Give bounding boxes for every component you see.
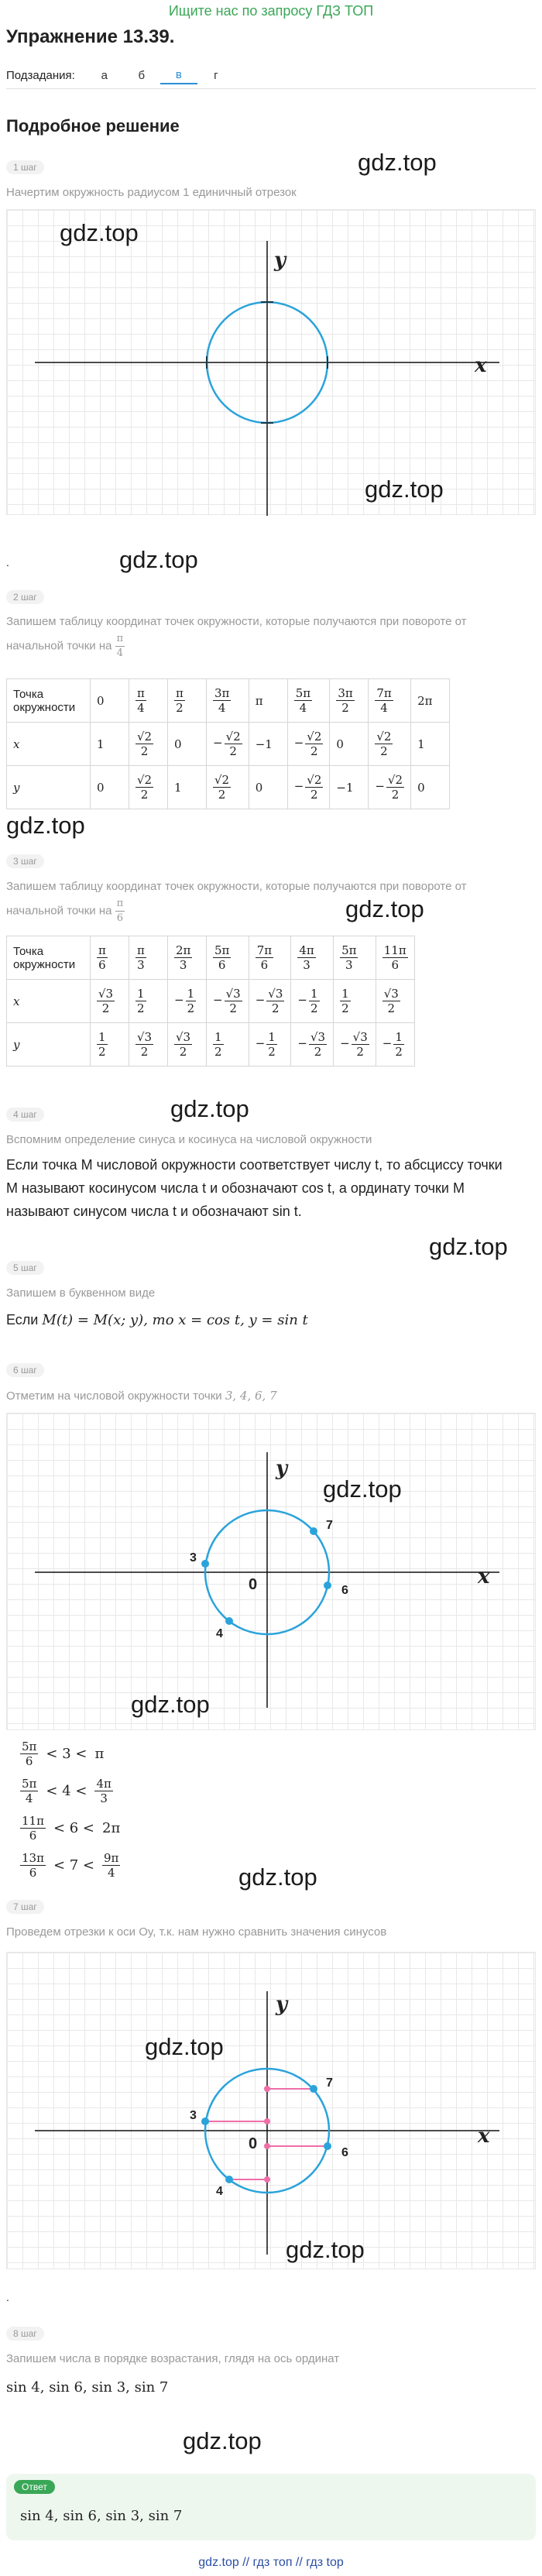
step-badge: 3 шаг	[6, 854, 44, 868]
watermark: gdz.top	[145, 2033, 224, 2060]
subtask-tab-a[interactable]: а	[101, 69, 108, 82]
step-text-content: Отметим на числовой окружности точки	[6, 1389, 222, 1403]
table1-x-cell: 1	[91, 723, 129, 766]
row-label: x	[7, 980, 91, 1023]
watermark: gdz.top	[365, 476, 444, 503]
table-row	[7, 723, 450, 766]
table2-y-cell: − $\frac{√3}{2}$	[291, 1023, 334, 1066]
definition-line: M называют косинусом числа t и обозначают cos t, а ординату точки M	[6, 1180, 465, 1196]
step-text-content: Запишем таблицу координат точек окружности, которые получаются при повороте от начальной точки на	[6, 880, 467, 918]
y-axis-label: y	[274, 249, 286, 272]
table1-x-cell: −1	[249, 723, 287, 766]
point-4-label: 4	[216, 2185, 223, 2198]
watermark: gdz.top	[119, 546, 198, 573]
row-label: x	[7, 723, 91, 766]
graph-svg	[7, 210, 537, 516]
step-text: Запишем числа в порядке возрастания, глядя на ось ординат	[6, 2352, 340, 2365]
watermark: gdz.top	[60, 219, 139, 246]
point-6-label: 6	[341, 2146, 348, 2159]
table2-x-cell: $\frac{1}{2}$	[334, 980, 376, 1023]
watermark: gdz.top	[323, 1475, 402, 1503]
table1-angles-cell: π	[249, 679, 287, 723]
table2-x-cell: $\frac{√3}{2}$	[376, 980, 414, 1023]
point-6	[324, 1582, 331, 1589]
step-text	[6, 612, 517, 661]
watermark: gdz.top	[170, 1095, 249, 1122]
projection-6	[264, 2143, 270, 2149]
watermark: gdz.top	[345, 895, 424, 922]
table2-y-cell: − $\frac{1}{2}$	[376, 1023, 414, 1066]
dot-mark: .	[6, 556, 9, 568]
step-badge: 1 шаг	[6, 160, 44, 174]
table1-x-cell: $\frac{√2}{2}$	[369, 723, 411, 766]
inequality-row: $\frac{5\pi}{4}$ < 4 < $\frac{4\pi}{3}$	[22, 1776, 111, 1805]
point-7	[310, 2085, 317, 2093]
table2-x-cell: $\frac{√3}{2}$	[91, 980, 129, 1023]
ordered-result: sin 4, sin 6, sin 3, sin 7	[6, 2379, 169, 2396]
answer-text: sin 4, sin 6, sin 3, sin 7	[20, 2508, 183, 2524]
table2-x-cell: − $\frac{1}{2}$	[168, 980, 207, 1023]
table1-y-cell: $\frac{√2}{2}$	[129, 766, 168, 809]
coords-table-pi4	[6, 678, 450, 809]
table2-angles-cell: $\frac{4\pi}{3}$	[291, 936, 334, 980]
origin-label: 0	[249, 1576, 258, 1593]
y-axis-label: y	[276, 1457, 288, 1480]
table2-angles-cell: $\frac{11\pi}{6}$	[376, 936, 414, 980]
table-row	[7, 766, 450, 809]
table1-x-cell: 0	[330, 723, 369, 766]
table1-x-cell: $\frac{√2}{2}$	[129, 723, 168, 766]
table1-angles-cell: $\frac{3\pi}{2}$	[330, 679, 369, 723]
formula-line	[6, 1308, 308, 1332]
definition-line: Если точка M числовой окружности соответствует числу t, то абсциссу точки	[6, 1157, 503, 1173]
definition-text	[6, 1153, 536, 1223]
table1-x-cell: − $\frac{√2}{2}$	[287, 723, 330, 766]
point-3	[201, 1560, 209, 1568]
table2-y-cell: − $\frac{1}{2}$	[249, 1023, 291, 1066]
table2-angles-cell: $\frac{\pi}{3}$	[129, 936, 168, 980]
points-list: 3, 4, 6, 7	[225, 1389, 277, 1403]
inequality-row: $\frac{13\pi}{6}$ < 7 < $\frac{9\pi}{4}$	[22, 1850, 119, 1880]
sine-segments-graph	[6, 1952, 536, 2269]
point-6	[324, 2142, 331, 2150]
definition-line: называют синусом числа t и обозначают sin t.	[6, 1204, 302, 1219]
angle-fraction: $\frac{\pi}{6}$	[116, 898, 124, 924]
table1-y-cell: − $\frac{√2}{2}$	[369, 766, 411, 809]
y-axis-label: y	[276, 1993, 288, 2016]
table1-x-cell: 0	[168, 723, 207, 766]
x-axis-label: x	[475, 354, 487, 377]
table1-y-cell: −1	[330, 766, 369, 809]
coords-table-pi6	[6, 936, 415, 1066]
footer-links[interactable]: gdz.top // гдз топ // гдз top	[198, 2556, 344, 2569]
row-label: y	[7, 766, 91, 809]
angle-fraction: $\frac{\pi}{4}$	[116, 633, 124, 659]
point-4	[225, 1617, 233, 1625]
point-7	[310, 1527, 317, 1535]
solution-title: Подробное решение	[6, 116, 180, 136]
point-3-label: 3	[190, 2109, 197, 2122]
inequality-row: $\frac{5\pi}{6}$ < 3 < π	[22, 1739, 105, 1768]
table2-y-cell: $\frac{√3}{2}$	[129, 1023, 168, 1066]
step-badge: 2 шаг	[6, 590, 44, 604]
formula-prefix: Если	[6, 1312, 39, 1327]
watermark: gdz.top	[183, 2427, 262, 2454]
row-label: Точка окружности	[7, 936, 91, 980]
table1-y-cell: $\frac{√2}{2}$	[207, 766, 249, 809]
formula-expression: M(t) = M(x; y), то x = cos t, y = sin t	[42, 1312, 308, 1328]
subtasks-label: Подзадания:	[6, 69, 75, 82]
table1-y-cell: 0	[91, 766, 129, 809]
table2-y-cell: − $\frac{√3}{2}$	[334, 1023, 376, 1066]
table2-x-cell: − $\frac{√3}{2}$	[207, 980, 249, 1023]
watermark: gdz.top	[6, 812, 85, 839]
subtask-tab-g[interactable]: г	[214, 69, 218, 82]
projection-4	[264, 2176, 270, 2183]
points-circle-graph	[6, 1413, 536, 1730]
table1-angles-cell: $\frac{7\pi}{4}$	[369, 679, 411, 723]
step-badge: 8 шаг	[6, 2327, 44, 2341]
graph-svg	[7, 1413, 537, 1731]
projection-7	[264, 2086, 270, 2092]
point-4-label: 4	[216, 1627, 223, 1640]
table1-y-cell: 0	[411, 766, 450, 809]
step-text: Проведем отрезки к оси Oy, т.к. нам нужно сравнить значения синусов	[6, 1925, 387, 1939]
step-badge: 7 шаг	[6, 1900, 44, 1914]
table1-y-cell: 1	[168, 766, 207, 809]
dot-mark: .	[6, 2291, 9, 2303]
graph-svg	[7, 1953, 537, 2270]
step-text: Начертим окружность радиусом 1 единичный отрезок	[6, 186, 297, 199]
table2-x-cell: − $\frac{1}{2}$	[291, 980, 334, 1023]
point-4	[225, 2176, 233, 2183]
step-text: Вспомним определение синуса и косинуса на числовой окружности	[6, 1133, 372, 1146]
table1-angles-cell: $\frac{\pi}{2}$	[168, 679, 207, 723]
step-badge: 4 шаг	[6, 1108, 44, 1121]
watermark: gdz.top	[358, 149, 437, 176]
watermark: gdz.top	[131, 1691, 210, 1718]
step-text: Запишем в буквенном виде	[6, 1286, 156, 1300]
table1-angles-cell: $\frac{3\pi}{4}$	[207, 679, 249, 723]
table2-y-cell: $\frac{√3}{2}$	[168, 1023, 207, 1066]
table2-angles-cell: $\frac{5\pi}{6}$	[207, 936, 249, 980]
table-row	[7, 936, 415, 980]
answer-badge: Ответ	[14, 2480, 55, 2494]
watermark: gdz.top	[238, 1863, 317, 1891]
step-badge: 5 шаг	[6, 1261, 44, 1275]
point-3	[201, 2117, 209, 2125]
watermark: gdz.top	[429, 1233, 508, 1260]
table2-y-cell: $\frac{1}{2}$	[207, 1023, 249, 1066]
inequalities	[20, 1735, 120, 1884]
watermark: gdz.top	[286, 2236, 365, 2263]
step-text	[6, 1386, 277, 1406]
table1-angles-cell: $\frac{5\pi}{4}$	[287, 679, 330, 723]
table-row	[7, 980, 415, 1023]
table2-y-cell: $\frac{1}{2}$	[91, 1023, 129, 1066]
table1-y-cell: − $\frac{√2}{2}$	[287, 766, 330, 809]
x-axis-label: x	[478, 2124, 490, 2148]
table1-x-cell: 1	[411, 723, 450, 766]
table2-x-cell: − $\frac{√3}{2}$	[249, 980, 291, 1023]
table1-angles-cell: 0	[91, 679, 129, 723]
row-label: Точка окружности	[7, 679, 91, 723]
row-label: y	[7, 1023, 91, 1066]
table1-y-cell: 0	[249, 766, 287, 809]
subtask-tab-v[interactable]: в	[160, 67, 197, 84]
page-title: Упражнение 13.39.	[6, 26, 175, 47]
step-text-content: Запишем таблицу координат точек окружности, которые получаются при повороте от начальной точки на	[6, 615, 467, 653]
table1-angles-cell: $\frac{\pi}{4}$	[129, 679, 168, 723]
table1-x-cell: − $\frac{√2}{2}$	[207, 723, 249, 766]
subtasks-nav	[6, 67, 235, 84]
origin-label: 0	[249, 2135, 258, 2152]
unit-circle-graph	[6, 209, 536, 515]
table2-angles-cell: $\frac{2\pi}{3}$	[168, 936, 207, 980]
table-row	[7, 1023, 415, 1066]
subtask-tab-b[interactable]: б	[138, 69, 146, 82]
point-7-label: 7	[326, 2076, 333, 2090]
table2-angles-cell: $\frac{5\pi}{3}$	[334, 936, 376, 980]
divider	[6, 88, 536, 89]
table2-angles-cell: $\frac{\pi}{6}$	[91, 936, 129, 980]
point-6-label: 6	[341, 1584, 348, 1597]
step-text	[6, 877, 517, 926]
table2-angles-cell: $\frac{7\pi}{6}$	[249, 936, 291, 980]
point-3-label: 3	[190, 1551, 197, 1564]
point-7-label: 7	[326, 1519, 333, 1532]
projection-3	[264, 2118, 270, 2124]
x-axis-label: x	[478, 1565, 490, 1589]
step-badge: 6 шаг	[6, 1363, 44, 1377]
table1-angles-cell: 2π	[411, 679, 450, 723]
answer-box	[6, 2474, 536, 2540]
table-row	[7, 679, 450, 723]
search-promo-link[interactable]: Ищите нас по запросу ГДЗ ТОП	[168, 3, 374, 19]
inequality-row: $\frac{11\pi}{6}$ < 6 < 2π	[22, 1813, 121, 1843]
table2-x-cell: $\frac{1}{2}$	[129, 980, 168, 1023]
